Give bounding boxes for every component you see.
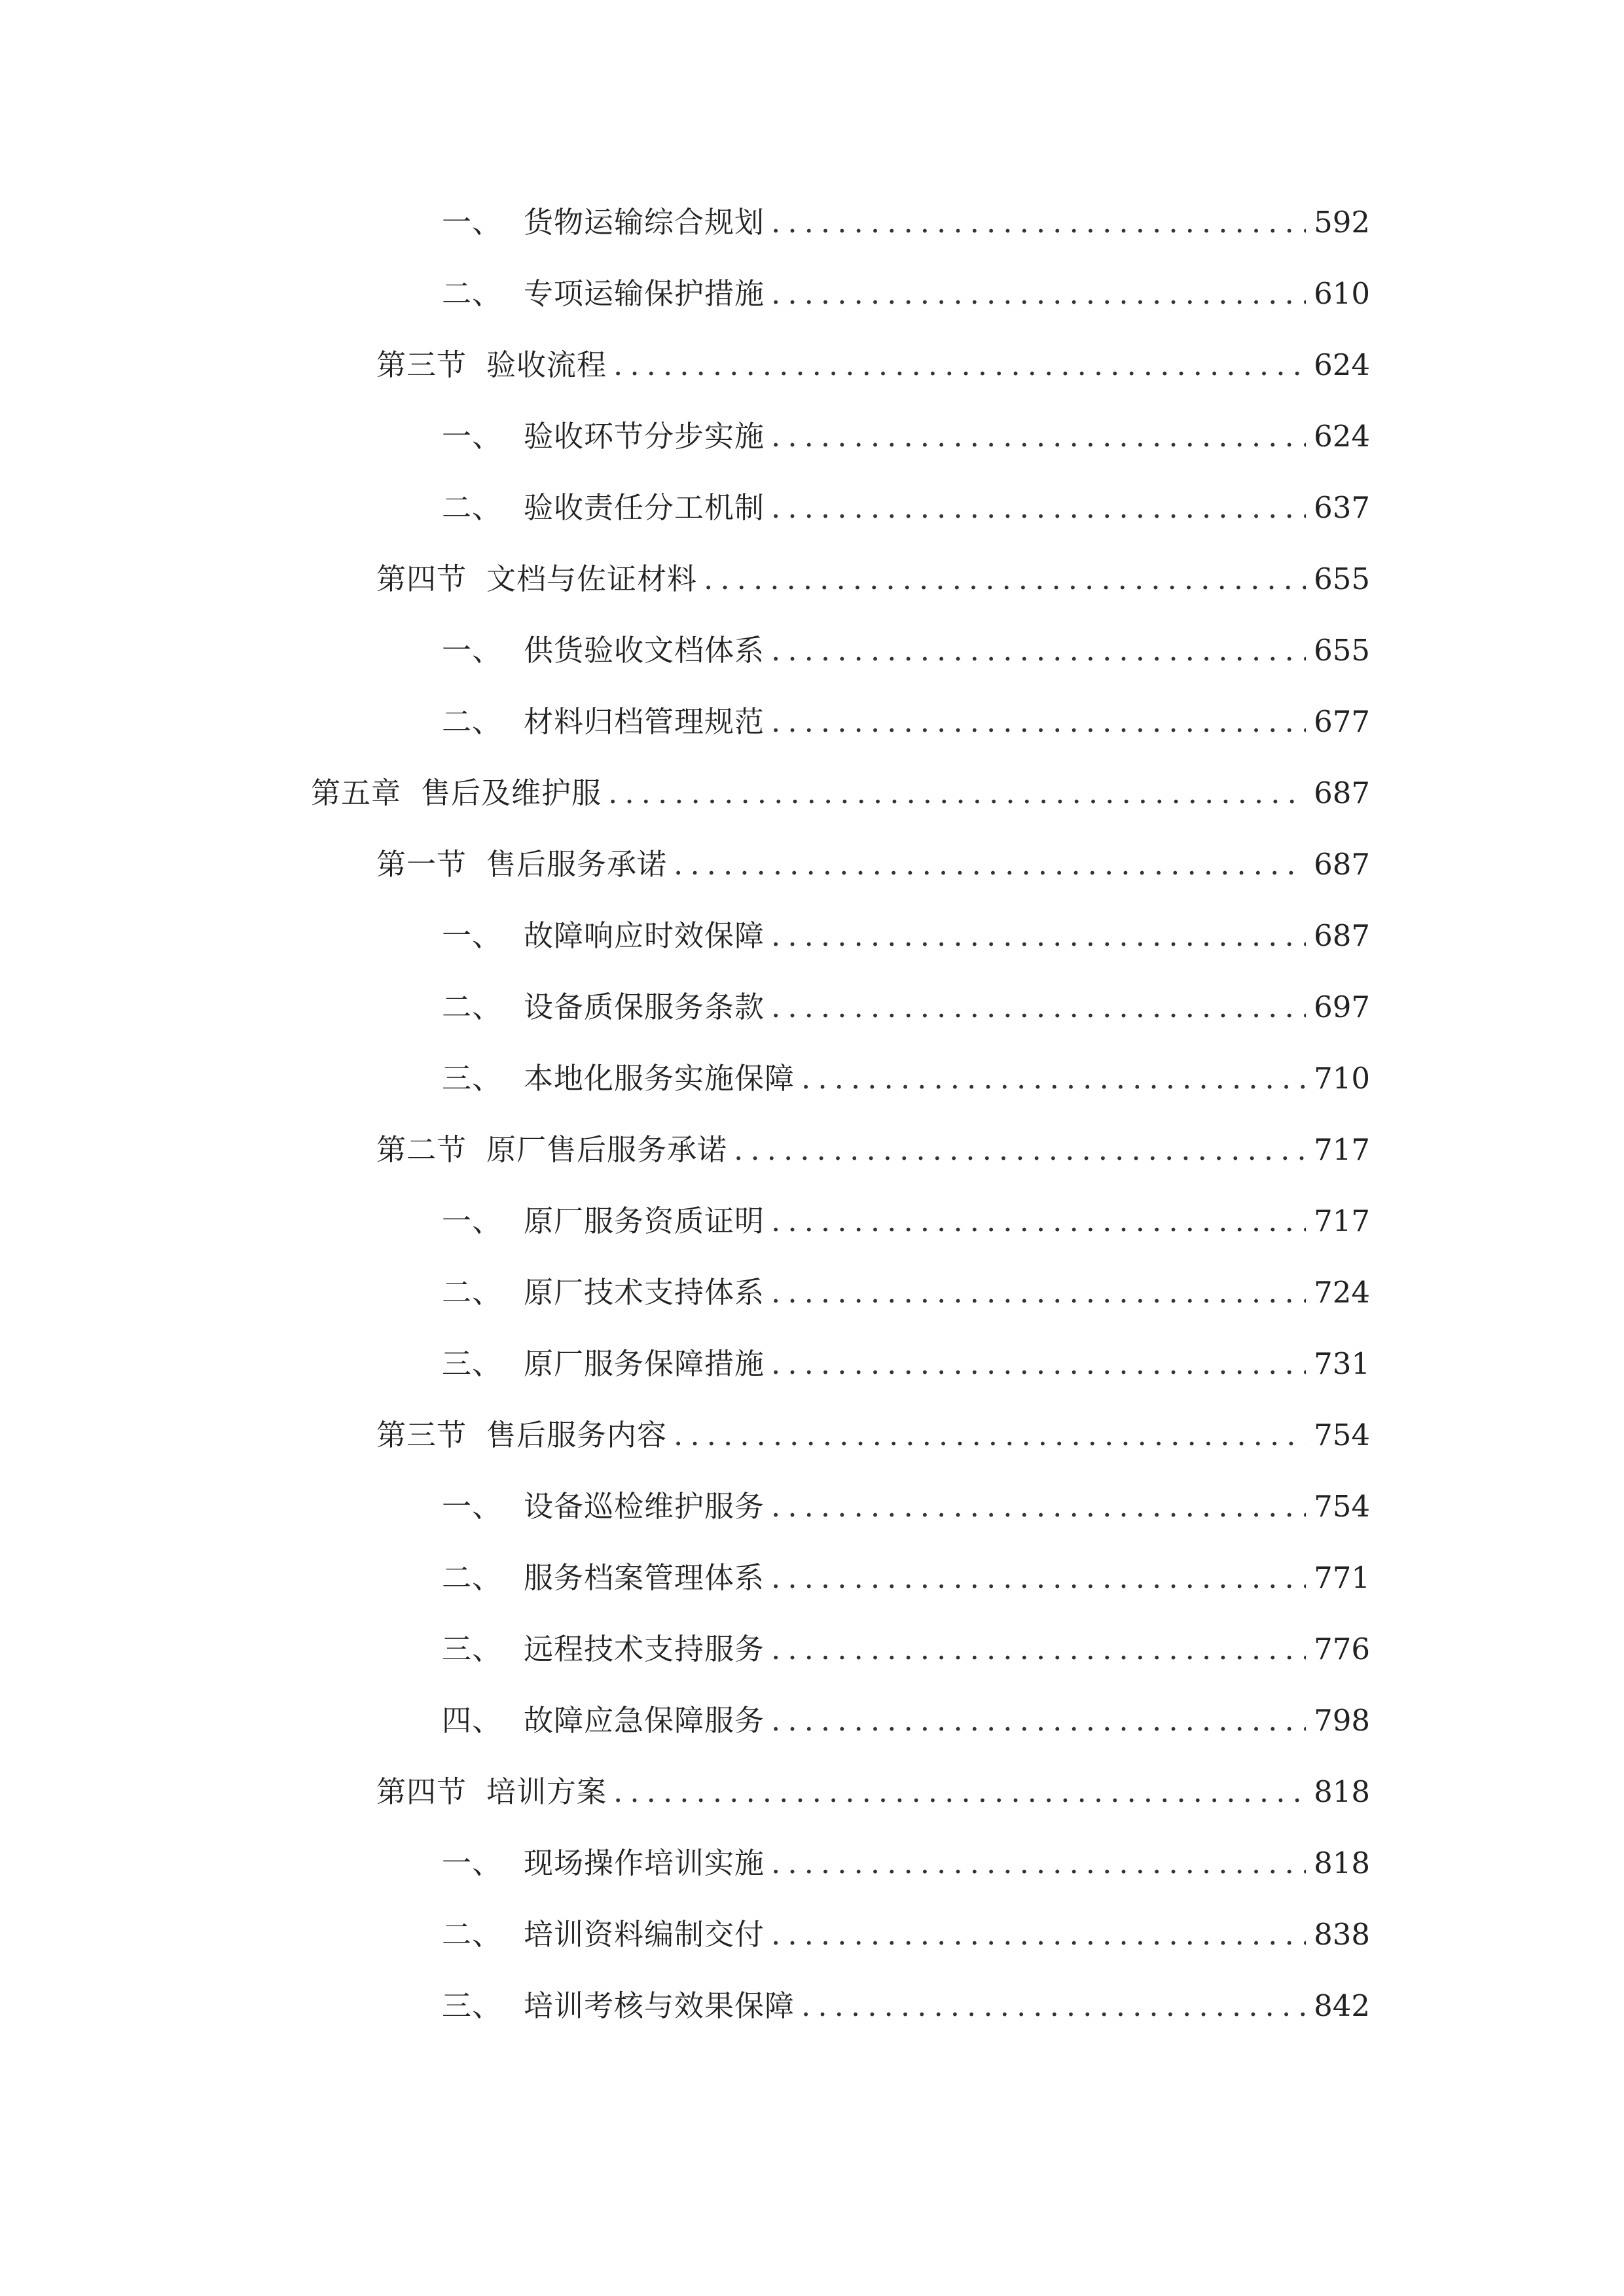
toc-entry-page: 724 [1314, 1275, 1370, 1310]
toc-entry-title: 售后服务承诺 [486, 847, 668, 882]
toc-entry-page: 717 [1314, 1132, 1370, 1167]
toc-entry[interactable] [442, 1474, 1370, 1526]
toc-leader-dots [771, 631, 1306, 670]
toc-entry-number: 二、 [442, 990, 503, 1024]
toc-entry[interactable] [442, 1973, 1370, 2026]
toc-entry-page: 697 [1314, 990, 1370, 1024]
toc-entry-page: 818 [1314, 1846, 1370, 1880]
toc-entry[interactable] [311, 761, 1370, 813]
toc-leader-dots [674, 845, 1306, 884]
toc-entry-number: 第四节 [376, 562, 467, 596]
toc-entry-title: 材料归档管理规范 [524, 704, 765, 739]
toc-entry-page: 776 [1314, 1632, 1370, 1666]
toc-entry[interactable] [442, 618, 1370, 670]
toc-entry-title: 服务档案管理体系 [524, 1560, 765, 1595]
toc-leader-dots [613, 1772, 1306, 1812]
toc-leader-dots [771, 1630, 1306, 1669]
toc-entry-title: 原厂售后服务承诺 [486, 1132, 728, 1167]
toc-leader-dots [771, 702, 1306, 742]
toc-entry-title: 供货验收文档体系 [524, 633, 765, 668]
toc-entry-title: 设备巡检维护服务 [524, 1489, 765, 1524]
toc-entry-page: 731 [1314, 1346, 1370, 1381]
toc-entry-title: 验收环节分步实施 [524, 419, 765, 454]
toc-entry-number: 三、 [442, 1346, 503, 1381]
toc-entry-page: 655 [1314, 562, 1370, 596]
toc-leader-dots [704, 560, 1306, 599]
toc-entry-title: 专项运输保护措施 [524, 276, 765, 311]
toc-leader-dots [771, 1558, 1306, 1598]
toc-leader-dots [771, 1487, 1306, 1526]
toc-entry-title: 培训资料编制交付 [524, 1917, 765, 1952]
toc-leader-dots [771, 274, 1306, 314]
toc-entry-number: 二、 [442, 704, 503, 739]
toc-entry-number: 二、 [442, 276, 503, 311]
toc-leader-dots [608, 774, 1306, 813]
toc-entry[interactable] [442, 1046, 1370, 1098]
toc-entry-title: 验收责任分工机制 [524, 490, 765, 525]
toc-entry-number: 第一节 [376, 847, 467, 882]
toc-entry[interactable] [376, 547, 1370, 599]
toc-entry-title: 售后服务内容 [486, 1418, 668, 1452]
toc-entry[interactable] [442, 1902, 1370, 1954]
toc-entry-page: 624 [1314, 348, 1370, 382]
toc-entry-number: 二、 [442, 490, 503, 525]
toc-entry[interactable] [442, 1260, 1370, 1312]
toc-leader-dots [771, 1701, 1306, 1740]
toc-entry-number: 第四节 [376, 1774, 467, 1809]
toc-leader-dots [801, 1059, 1306, 1098]
toc-entry-page: 842 [1314, 1988, 1370, 2023]
toc-leader-dots [613, 346, 1306, 385]
toc-entry-page: 838 [1314, 1917, 1370, 1952]
toc-leader-dots [674, 1416, 1306, 1455]
toc-entry[interactable] [442, 1617, 1370, 1669]
toc-leader-dots [771, 916, 1306, 956]
toc-entry[interactable] [442, 975, 1370, 1027]
toc-entry-page: 717 [1314, 1204, 1370, 1238]
toc-entry-page: 637 [1314, 490, 1370, 525]
toc-leader-dots [771, 1344, 1306, 1384]
toc-entry-page: 687 [1314, 918, 1370, 953]
toc-leader-dots [771, 1915, 1306, 1954]
toc-entry-number: 二、 [442, 1917, 503, 1952]
toc-entry[interactable] [442, 404, 1370, 456]
toc-entry-page: 771 [1314, 1560, 1370, 1595]
toc-entry-page: 655 [1314, 633, 1370, 668]
toc-entry-number: 第三节 [376, 1418, 467, 1452]
toc-entry-page: 687 [1314, 847, 1370, 882]
toc-entry-number: 一、 [442, 633, 503, 668]
toc-entry-number: 一、 [442, 918, 503, 953]
toc-entry-title: 原厂服务资质证明 [524, 1204, 765, 1238]
toc-entry-title: 故障应急保障服务 [524, 1703, 765, 1738]
toc-entry-title: 售后及维护服 [421, 776, 602, 810]
toc-entry-title: 验收流程 [486, 348, 607, 382]
toc-entry-title: 设备质保服务条款 [524, 990, 765, 1024]
toc-entry[interactable] [442, 903, 1370, 956]
toc-entry-number: 第五章 [311, 776, 402, 810]
toc-entry-page: 710 [1314, 1061, 1370, 1096]
toc-entry[interactable] [442, 689, 1370, 742]
toc-leader-dots [771, 1844, 1306, 1883]
toc-entry[interactable] [442, 475, 1370, 528]
toc-entry-number: 一、 [442, 1489, 503, 1524]
toc-entry-number: 第二节 [376, 1132, 467, 1167]
toc-entry-title: 原厂服务保障措施 [524, 1346, 765, 1381]
toc-entry[interactable] [376, 832, 1370, 884]
toc-entry-title: 故障响应时效保障 [524, 918, 765, 953]
toc-entry-title: 培训方案 [486, 1774, 607, 1809]
toc-entry-title: 货物运输综合规划 [524, 205, 765, 240]
toc-leader-dots [771, 988, 1306, 1027]
toc-entry-page: 754 [1314, 1489, 1370, 1524]
toc-entry-title: 培训考核与效果保障 [524, 1988, 795, 2023]
toc-entry-title: 本地化服务实施保障 [524, 1061, 795, 1096]
toc-entry-number: 一、 [442, 205, 503, 240]
toc-leader-dots [771, 1202, 1306, 1241]
toc-entry-page: 798 [1314, 1703, 1370, 1738]
toc-leader-dots [771, 488, 1306, 528]
toc-entry[interactable] [376, 1403, 1370, 1455]
toc-entry-number: 二、 [442, 1560, 503, 1595]
toc-entry-number: 一、 [442, 1204, 503, 1238]
toc-entry-page: 592 [1314, 205, 1370, 240]
toc-entry-title: 远程技术支持服务 [524, 1632, 765, 1666]
toc-entry-title: 文档与佐证材料 [486, 562, 698, 596]
toc-entry-page: 610 [1314, 276, 1370, 311]
toc-leader-dots [771, 203, 1306, 242]
toc-entry-number: 三、 [442, 1061, 503, 1096]
toc-entry-number: 一、 [442, 1846, 503, 1880]
toc-entry[interactable] [442, 1331, 1370, 1384]
toc-entry[interactable] [376, 1117, 1370, 1170]
toc-entry-page: 818 [1314, 1774, 1370, 1809]
toc-entry[interactable] [442, 261, 1370, 314]
toc-entry[interactable] [442, 190, 1370, 242]
toc-leader-dots [734, 1130, 1306, 1170]
toc-leader-dots [801, 1986, 1306, 2026]
toc-entry[interactable] [442, 1831, 1370, 1883]
toc-entry[interactable] [376, 1759, 1370, 1812]
toc-entry-number: 一、 [442, 419, 503, 454]
toc-entry-title: 现场操作培训实施 [524, 1846, 765, 1880]
toc-entry-number: 二、 [442, 1275, 503, 1310]
toc-entry-number: 三、 [442, 1632, 503, 1666]
toc-entry-page: 687 [1314, 776, 1370, 810]
toc-entry-page: 624 [1314, 419, 1370, 454]
toc-entry-page: 754 [1314, 1418, 1370, 1452]
toc-entry-title: 原厂技术支持体系 [524, 1275, 765, 1310]
toc-entry[interactable] [442, 1688, 1370, 1740]
toc-entry-number: 四、 [442, 1703, 503, 1738]
toc-entry-number: 三、 [442, 1988, 503, 2023]
toc-entry[interactable] [442, 1189, 1370, 1241]
toc-entry[interactable] [442, 1545, 1370, 1598]
toc-entry-number: 第三节 [376, 348, 467, 382]
toc-entry[interactable] [376, 332, 1370, 385]
toc-entry-page: 677 [1314, 704, 1370, 739]
toc-leader-dots [771, 1273, 1306, 1312]
toc-leader-dots [771, 417, 1306, 456]
